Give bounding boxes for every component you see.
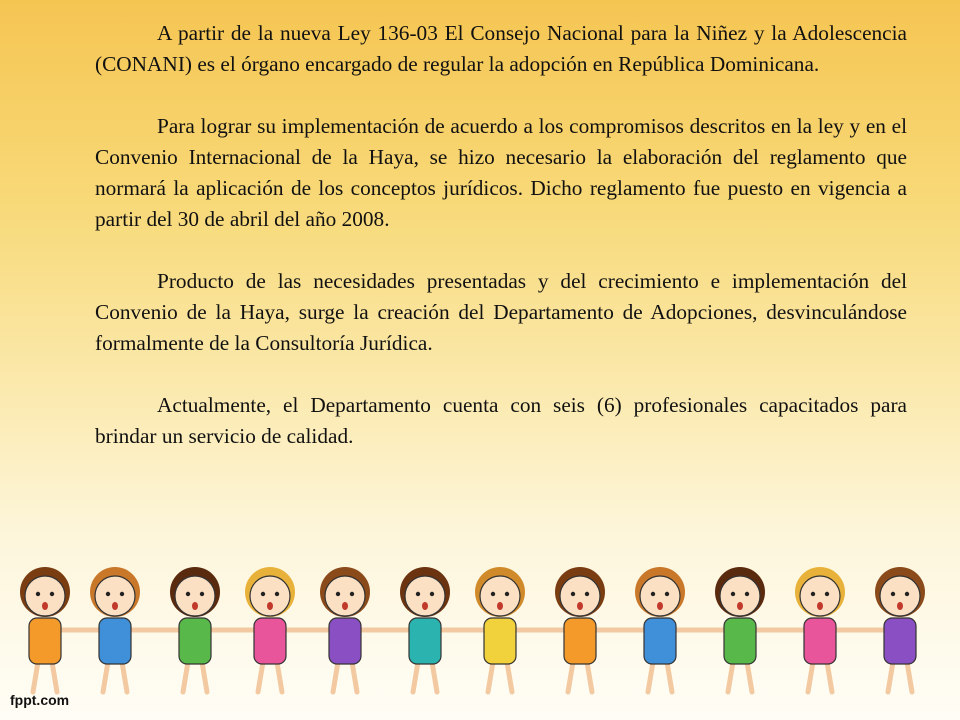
paragraph-1: A partir de la nueva Ley 136-03 El Consejo Nacional para la Niñez y la Adolescencia (CONANI) es el órgano encargado de regular la adopción en República Dominicana.: [95, 21, 907, 76]
brand-watermark: fppt.com: [10, 692, 70, 708]
paragraph-3: Producto de las necesidades presentadas y del crecimiento e implementación del Convenio de la Haya, surge la creación del Departamento de Adopciones, desvinculándose formalmente de la Consultoría Jurídica.: [95, 269, 907, 355]
paragraph-2: Para lograr su implementación de acuerdo a los compromisos descritos en la ley y en el Convenio Internacional de la Haya, se hizo necesario la elaboración del reglamento que normará la aplicación de los conceptos jurídicos. Dicho reglamento fue puesto en vigencia a partir del 30 de abril del año 2008.: [95, 114, 907, 231]
paragraph-4: Actualmente, el Departamento cuenta con seis (6) profesionales capacitados para brindar un servicio de calidad.: [95, 393, 907, 448]
children-holding-hands-illustration: [0, 552, 960, 702]
slide-text-body: [95, 18, 907, 452]
